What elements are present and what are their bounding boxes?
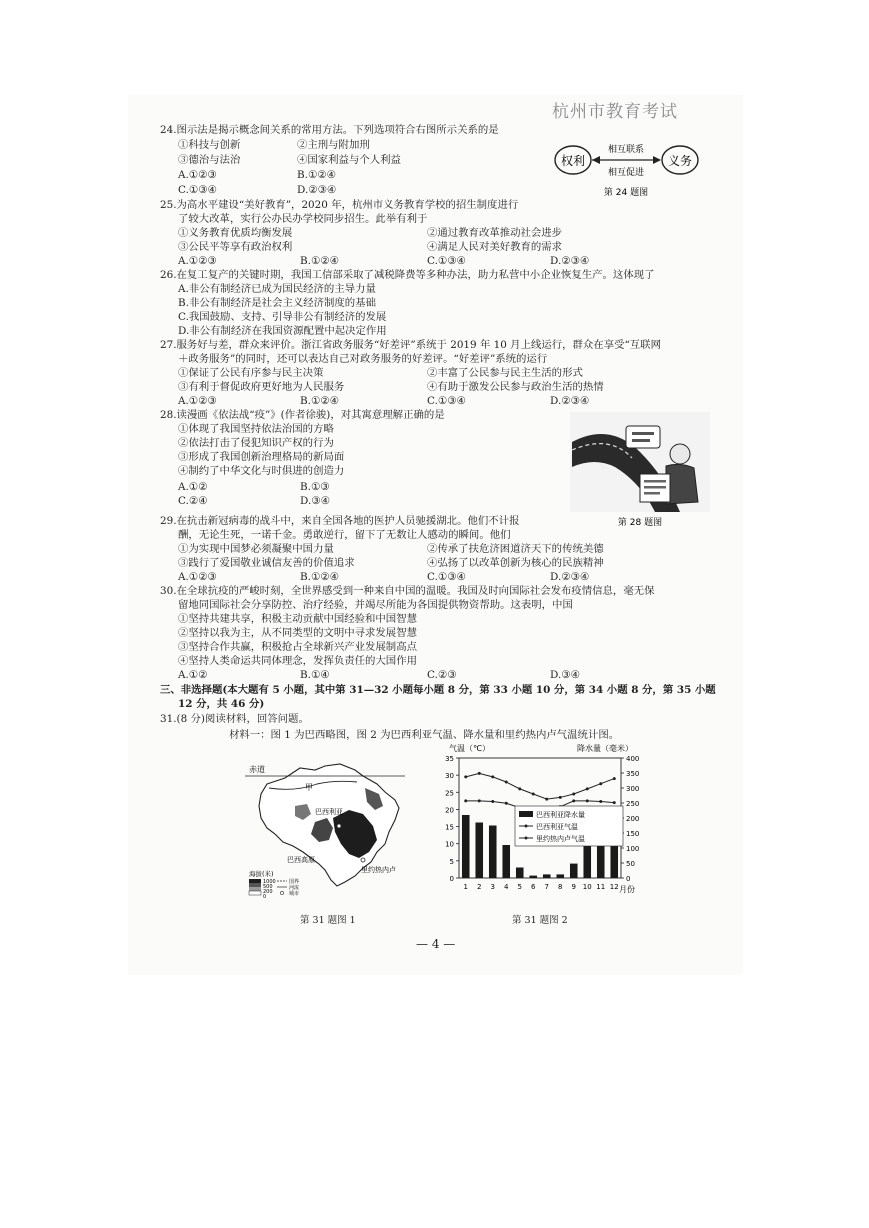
bubble-text-bar-2 xyxy=(632,439,650,442)
q28-choice-b: B.①③ xyxy=(300,481,330,493)
q29-choice-d: D.②③④ xyxy=(550,571,590,583)
sign-text-bar-1 xyxy=(644,480,666,483)
q30-choice-c: C.②③ xyxy=(427,669,457,681)
q24-choice-d: D.②③④ xyxy=(297,184,337,196)
cartoon-figure-head xyxy=(670,444,690,464)
xtick-label: 8 xyxy=(558,883,563,891)
q29-option-2: ②传承了扶危济困道济天下的传统美德 xyxy=(427,543,604,555)
q27-option-1: ①保证了公民有序参与民主决策 xyxy=(178,367,324,379)
temp-point xyxy=(586,799,589,802)
q24-choice-b: B.①②④ xyxy=(297,169,336,181)
q25-option-3: ③公民平等享有政治权利 xyxy=(178,241,293,253)
q26-choice-d: D.非公有制经济在我国资源配置中起决定作用 xyxy=(178,325,387,337)
q25-choice-c: C.①③④ xyxy=(427,255,466,267)
ytick-left-label: 15 xyxy=(445,823,454,832)
precip-bar xyxy=(489,826,497,879)
legend-bar-swatch xyxy=(519,811,533,817)
page-number: — 4 — xyxy=(416,937,456,951)
sign-text-bar-3 xyxy=(644,492,660,495)
temp-point xyxy=(545,798,548,801)
temp-point xyxy=(613,777,616,780)
legend-entry: 巴西利亚降水量 xyxy=(536,811,585,819)
ylabel-left: 气温（℃） xyxy=(449,744,490,753)
section3-heading: 三、非选择题(本大题有 5 小题，其中第 31—32 小题每小题 8 分，第 33 小题 10 分，第 34 小题 8 分，第 35 小题 xyxy=(160,684,716,696)
ytick-left-label: 20 xyxy=(445,806,454,815)
legend-swatch-0 xyxy=(249,891,261,895)
arrow-left-head xyxy=(592,156,600,164)
q25-option-4: ④满足人民对美好教育的需求 xyxy=(427,241,563,253)
temp-point xyxy=(464,799,467,802)
q30-option-3: ③坚持合作共赢，积极抢占全球新兴产业发展制高点 xyxy=(178,641,417,653)
q30-option-2: ②坚持以我为主，从不同类型的文明中寻求发展智慧 xyxy=(178,627,417,639)
temp-point xyxy=(572,799,575,802)
temp-point xyxy=(586,787,589,790)
precip-bar xyxy=(475,823,483,879)
legend-title: 海拔(米) xyxy=(249,870,274,878)
section3-heading-2: 12 分，共 46 分) xyxy=(178,698,265,710)
ytick-right-label: 200 xyxy=(626,815,640,823)
q30-option-1: ①坚持共建共享，积极主动贡献中国经验和中国智慧 xyxy=(178,613,417,625)
q27-choice-c: C.①③④ xyxy=(427,395,466,407)
sign-text-bar-2 xyxy=(644,486,666,489)
q27-choice-d: D.②③④ xyxy=(550,395,590,407)
precip-bar xyxy=(502,845,510,878)
q29-stem-2: 酬，无论生死，一诺千金。勇敢逆行，留下了无数让人感动的瞬间。他们 xyxy=(178,529,511,541)
q27-option-4: ④有助于激发公民参与政治生活的热情 xyxy=(427,381,604,393)
temp-point xyxy=(491,800,494,803)
ytick-left-label: 10 xyxy=(445,840,454,849)
q30-option-4: ④坚持人类命运共同体理念，发挥负责任的大国作用 xyxy=(178,655,417,667)
fig-right-label: 义务 xyxy=(667,154,693,168)
ytick-right-label: 50 xyxy=(626,860,635,868)
legend-entry: 里约热内卢气温 xyxy=(536,835,585,843)
xtick-label: 7 xyxy=(544,883,549,891)
legend-200: 200 xyxy=(263,889,273,895)
q30-choice-d: D.③④ xyxy=(550,669,580,681)
xtick-label: 6 xyxy=(531,883,536,891)
legend-0: 0 xyxy=(263,894,267,900)
q24-option-4: ④国家利益与个人利益 xyxy=(297,154,401,166)
q27-option-2: ②丰富了公民参与民主生活的形式 xyxy=(427,367,583,379)
label-jia: 甲 xyxy=(305,783,313,792)
q26-choice-b: B.非公有制经济是社会主义经济制度的基础 xyxy=(178,297,376,309)
rio-temp-line xyxy=(466,773,615,799)
fig-left-label: 权利 xyxy=(560,154,586,168)
ylabel-right: 降水量（毫米） xyxy=(577,744,633,753)
precip-bar xyxy=(570,864,578,878)
temp-point xyxy=(532,793,535,796)
brasilia-city xyxy=(337,824,341,828)
ytick-right-label: 250 xyxy=(626,800,640,808)
q29-stem: 29.在抗击新冠病毒的战斗中，来自全国各地的医护人员驰援湖北。他们不计报 xyxy=(160,515,520,527)
q24-choice-a: A.①②③ xyxy=(178,169,217,181)
temp-point xyxy=(613,801,616,804)
q30-choice-b: B.①④ xyxy=(300,669,330,681)
q26-choice-a: A.非公有制经济已成为国民经济的主导力量 xyxy=(178,283,376,295)
legend-1000: 1000 xyxy=(263,879,276,885)
legend-river: 河流 xyxy=(289,885,300,891)
q24-option-1: ①科技与创新 xyxy=(178,139,241,151)
legend-500: 500 xyxy=(263,884,273,890)
q25-choice-a: A.①②③ xyxy=(178,255,217,267)
q26-choice-c: C.我国鼓励、支持、引导非公有制经济的发展 xyxy=(178,311,387,323)
q24-stem: 24.图示法是揭示概念间关系的常用方法。下列选项符合右图所示关系的是 xyxy=(160,124,499,136)
q24-fig-caption: 第 24 题图 xyxy=(603,188,649,198)
q25-choice-d: D.②③④ xyxy=(550,255,590,267)
legend-city-dot xyxy=(280,891,283,894)
legend-swatch-200 xyxy=(249,887,261,891)
precip-bar xyxy=(556,874,564,878)
q25-choice-b: B.①②④ xyxy=(300,255,339,267)
q31-material: 材料一：图 1 为巴西略图，图 2 为巴西利亚气温、降水量和里约热内卢气温统计图。 xyxy=(229,729,620,741)
q27-option-3: ③有利于督促政府更好地为人民服务 xyxy=(178,381,345,393)
q28-option-1: ①体现了我国坚持依法治国的方略 xyxy=(178,423,334,435)
temp-point xyxy=(572,793,575,796)
legend-border: 国界 xyxy=(289,879,300,885)
legend-line-dot xyxy=(525,825,528,828)
xtick-label: 11 xyxy=(596,883,606,891)
rio-city xyxy=(361,858,365,862)
xtick-label: 12 xyxy=(609,883,619,891)
temp-point xyxy=(478,799,481,802)
temp-point xyxy=(518,787,521,790)
precip-bar xyxy=(462,815,470,878)
ytick-right-label: 350 xyxy=(626,770,640,778)
ytick-right-label: 400 xyxy=(626,755,640,763)
xtick-label: 3 xyxy=(490,883,495,891)
legend-swatch-1000 xyxy=(249,879,261,883)
temp-point xyxy=(505,781,508,784)
ytick-right-label: 300 xyxy=(626,785,640,793)
temp-point xyxy=(505,802,508,805)
bubble-text-bar-1 xyxy=(632,432,654,435)
q29-choice-b: B.①②④ xyxy=(300,571,339,583)
ytick-left-label: 30 xyxy=(445,772,454,781)
arrow-right-head xyxy=(653,156,661,164)
q31-stem: 31.(8 分)阅读材料，回答问题。 xyxy=(160,713,309,725)
q28-fig-caption: 第 28 题图 xyxy=(617,518,663,528)
ytick-left-label: 35 xyxy=(445,755,454,763)
temp-point xyxy=(478,772,481,775)
q28-option-4: ④制约了中华文化与时俱进的创造力 xyxy=(178,465,345,477)
xtick-label: 10 xyxy=(582,883,592,891)
q30-choice-a: A.①② xyxy=(178,669,208,681)
temp-point xyxy=(599,782,602,785)
fig-top-label: 相互联系 xyxy=(607,145,645,155)
legend-line-dot xyxy=(525,837,528,840)
plateau-label: 巴西高原 xyxy=(287,856,315,864)
q25-stem-2: 了较大改革，实行公办民办学校同步招生。此举有利于 xyxy=(178,213,428,225)
temp-point xyxy=(559,796,562,799)
q26-stem: 26.在复工复产的关键时期，我国工信部采取了减税降费等多种办法，助力私营中小企业恢复生产。这体现了 xyxy=(160,269,655,281)
ytick-right-label: 0 xyxy=(626,875,631,883)
xtick-label: 1 xyxy=(463,883,468,891)
precip-bar xyxy=(529,876,537,878)
q29-choice-c: C.①③④ xyxy=(427,571,466,583)
equator-label: 赤道 xyxy=(249,765,265,774)
climate-chart xyxy=(425,740,655,905)
temp-point xyxy=(464,775,467,778)
cartoon-speech-bubble xyxy=(626,426,660,448)
q28-stem: 28.读漫画《依法战“疫”》(作者徐骏)，对其寓意理解正确的是 xyxy=(160,409,445,421)
q27-choice-a: A.①②③ xyxy=(178,395,217,407)
ytick-left-label: 0 xyxy=(449,875,454,883)
xtick-label: 2 xyxy=(477,883,482,891)
xtick-label: 9 xyxy=(571,883,576,891)
q28-choice-c: C.②④ xyxy=(178,495,208,507)
q29-option-1: ①为实现中国梦必须凝聚中国力量 xyxy=(178,543,334,555)
brasilia-label: 巴西利亚 xyxy=(315,808,343,816)
xtick-label: 5 xyxy=(517,883,522,891)
brazil-map xyxy=(245,748,415,908)
fig2-caption: 第 31 题图 2 xyxy=(512,915,568,926)
watermark: 杭州市教育考试 xyxy=(552,102,678,122)
q25-stem: 25.为高水平建设“美好教育”，2020 年，杭州市义务教育学校的招生制度进行 xyxy=(160,199,519,211)
q29-option-3: ③践行了爱国敬业诚信友善的价值追求 xyxy=(178,557,355,569)
legend-city: 城市 xyxy=(289,891,300,897)
legend-entry: 巴西利亚气温 xyxy=(536,823,578,831)
precip-bar xyxy=(516,868,524,879)
precip-bar xyxy=(543,874,551,878)
q29-choice-a: A.①②③ xyxy=(178,571,217,583)
q24-choice-c: C.①③④ xyxy=(178,184,217,196)
q28-choice-d: D.③④ xyxy=(300,495,330,507)
xtick-label: 4 xyxy=(504,883,509,891)
rio-label: 里约热内卢 xyxy=(361,866,396,874)
q28-cartoon xyxy=(570,412,710,530)
fig1-caption: 第 31 题图 1 xyxy=(300,915,356,926)
q28-option-2: ②依法打击了侵犯知识产权的行为 xyxy=(178,437,334,449)
cartoon-figure-body xyxy=(666,464,698,504)
q25-option-1: ①义务教育优质均衡发展 xyxy=(178,227,293,239)
q25-option-2: ②通过教育改革推动社会进步 xyxy=(427,227,563,239)
ytick-right-label: 150 xyxy=(626,830,640,838)
q24-option-3: ③德治与法治 xyxy=(178,154,241,166)
ytick-left-label: 5 xyxy=(449,857,454,866)
q30-stem-2: 留地同国际社会分享防控、治疗经验，并竭尽所能为各国提供物资帮助。这表明，中国 xyxy=(178,599,573,611)
fig-bottom-label: 相互促进 xyxy=(607,168,645,178)
q29-option-4: ④弘扬了以改革创新为核心的民族精神 xyxy=(427,557,604,569)
q24-figure xyxy=(550,138,710,200)
q30-stem: 30.在全球抗疫的严峻时刻，全世界感受到一种来自中国的温暖。我国及时向国际社会发布疫情信息，毫无保 xyxy=(160,585,655,597)
q27-choice-b: B.①②④ xyxy=(300,395,339,407)
ytick-right-label: 100 xyxy=(626,845,640,853)
q28-choice-a: A.①② xyxy=(178,481,208,493)
temp-point xyxy=(491,775,494,778)
q24-option-2: ②主刑与附加刑 xyxy=(297,139,370,151)
legend-swatch-500 xyxy=(249,883,261,887)
temp-point xyxy=(599,800,602,803)
q27-stem-2: ＋政务服务”的同时，还可以表达自己对政务服务的好差评。“好差评”系统的运行 xyxy=(178,353,548,365)
xlabel: 月份 xyxy=(619,885,635,894)
ytick-left-label: 25 xyxy=(445,789,454,798)
q28-option-3: ③形成了我国创新治理格局的新局面 xyxy=(178,451,345,463)
q27-stem: 27.服务好与差，群众来评价。浙江省政务服务“好差评”系统于 2019 年 10 月上线运行，群众在享受“互联网 xyxy=(160,339,661,351)
